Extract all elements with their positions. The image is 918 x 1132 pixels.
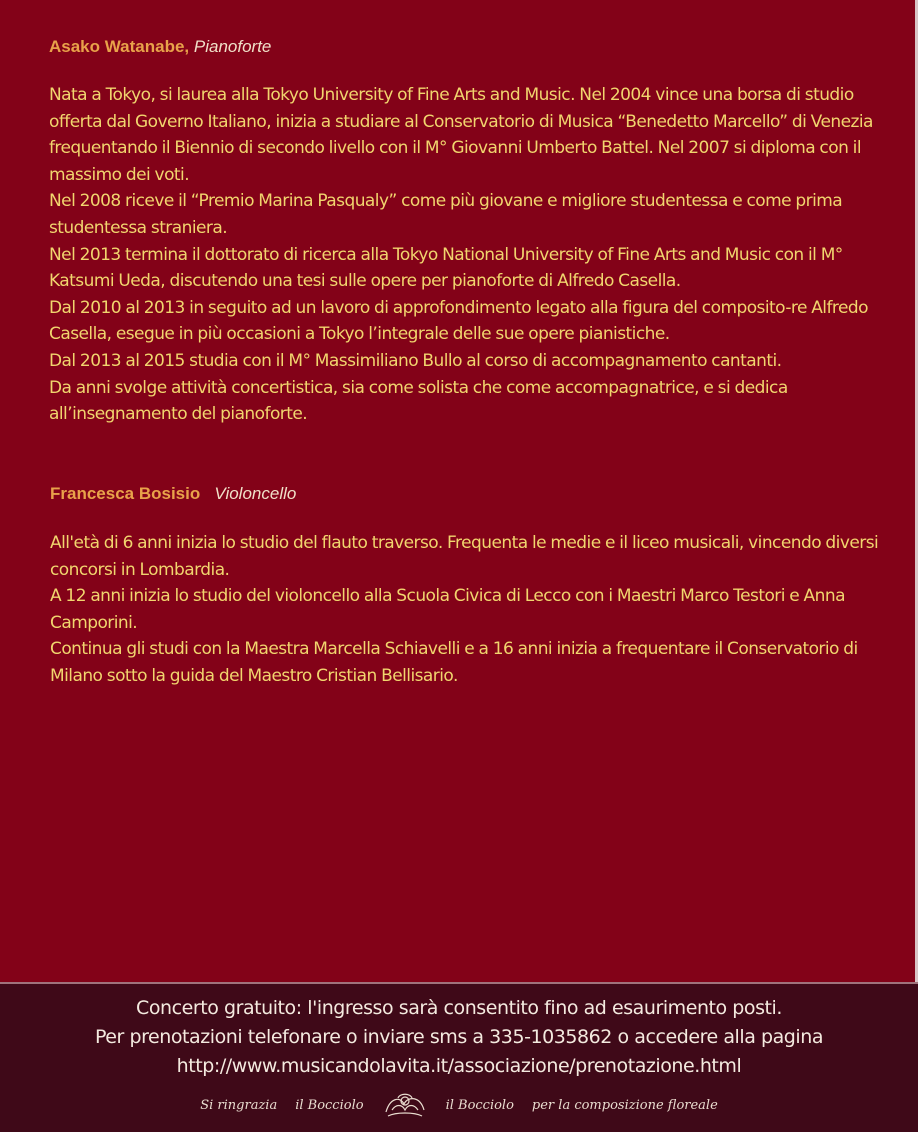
bio-paragraph: Da anni svolge attività concertistica, sia come solista che come accompagnatrice, e si dedica all’insegnamento del pianoforte. [49, 377, 788, 425]
sponsor-credit [0, 1090, 918, 1120]
bio-paragraph: Nel 2013 termina il dottorato di ricerca alla Tokyo National University of Fine Arts and Music con il M° Katsumi Ueda, discutendo una tesi sulle opere per pianoforte di Alfredo Casella. [49, 244, 843, 292]
bio-text [50, 530, 880, 690]
sponsor-name: il Bocciolo [445, 1097, 514, 1113]
performer-instrument: Violoncello [214, 484, 297, 503]
sponsor-name: il Bocciolo [295, 1097, 364, 1113]
booking-info [0, 994, 918, 1081]
bio-paragraph: Continua gli studi con la Maestra Marcella Schiavelli e a 16 anni inizia a frequentare il Conservatorio di Milano sotto la guida del Maestro Cristian Bellisario. [50, 639, 858, 686]
bio-section-bosisio [50, 484, 880, 690]
footer-band [0, 982, 918, 1132]
bio-paragraph: A 12 anni inizia lo studio del violoncello alla Scuola Civica di Lecco con i Maestri Marco Testori e Anna Camporini. [50, 586, 845, 633]
bio-section-watanabe [49, 37, 879, 428]
bio-paragraph: Dal 2010 al 2013 in seguito ad un lavoro di approfondimento legato alla figura del composito-re Alfredo Casella, esegue in più occasioni a Tokyo l’integrale delle sue opere pianistiche. [49, 297, 868, 345]
bio-paragraph: Nata a Tokyo, si laurea alla Tokyo University of Fine Arts and Music. Nel 2004 vince una borsa di studio offerta dal Governo Italiano, inizia a studiare al Conservatorio di Musica “Benedetto Marcello” di Venezia frequentando il Biennio di secondo livello con il M° Giovanni Umberto Battel. Nel 2007 si diploma con il massimo dei voti. [49, 85, 873, 185]
thanks-suffix: per la composizione floreale [531, 1097, 718, 1113]
bio-heading [50, 484, 880, 504]
booking-instructions: Per prenotazioni telefonare o inviare sms a 335-1035862 o accedere alla pagina [94, 1026, 824, 1048]
bio-heading [49, 37, 879, 57]
bio-paragraph: Nel 2008 riceve il “Premio Marina Pasqualy” come più giovane e migliore studentessa e come prima studentessa straniera. [49, 191, 843, 238]
performer-name: Asako Watanabe, [49, 37, 190, 56]
performer-name: Francesca Bosisio [50, 484, 201, 503]
bio-paragraph: All'età di 6 anni inizia lo studio del flauto traverso. Frequenta le medie e il liceo musicali, vincendo diversi concorsi in Lombardia. [50, 533, 879, 580]
performer-instrument: Pianoforte [193, 37, 272, 56]
free-entry-note: Concerto gratuito: l'ingresso sarà consentito fino ad esaurimento posti. [136, 997, 782, 1019]
bio-paragraph: Dal 2013 al 2015 studia con il M° Massimiliano Bullo al corso di accompagnamento cantanti. [49, 350, 782, 371]
flower-logo-icon [382, 1090, 428, 1120]
bio-text [49, 82, 879, 428]
thanks-prefix: Si ringrazia [200, 1097, 278, 1113]
booking-url[interactable]: http://www.musicandolavita.it/associazione/prenotazione.html [176, 1055, 742, 1077]
